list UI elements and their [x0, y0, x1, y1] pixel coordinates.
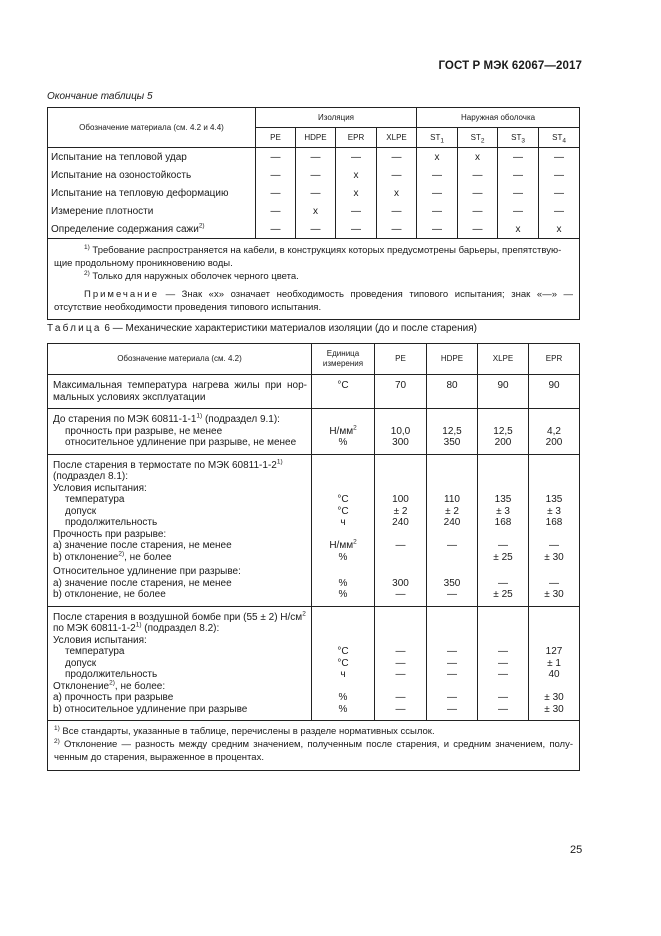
t6-material-header: Обозначение материала (см. 4.2): [48, 344, 312, 375]
material-header: Обозначение материала (см. 4.2 и 4.4): [48, 108, 256, 148]
col-header-st3: $ST_3$: [498, 128, 539, 148]
t6-col-epr: EPR: [529, 344, 580, 375]
table5-footnotes: [48, 239, 580, 320]
document-standard-header: ГОСТ Р МЭК 62067—2017: [438, 60, 582, 72]
page-number: 25: [570, 844, 583, 856]
table6-caption: Таблица 6 — Механические характеристики материалов изоляции (до и после старения): [47, 323, 477, 334]
col-header-pe: PE: [256, 128, 296, 148]
col-header-st1: $ST_1$: [417, 128, 458, 148]
table-row: Определение содержания сажи$^{2)}$ — — — — — — x x: [48, 220, 580, 239]
col-header-st2: $ST_2$: [458, 128, 498, 148]
col-header-hdpe: HDPE: [296, 128, 336, 148]
table5: [47, 107, 580, 320]
table-row: Измерение плотности — x — — — — — —: [48, 202, 580, 220]
t6-col-hdpe: HDPE: [427, 344, 478, 375]
col-header-st4: $ST_4$: [539, 128, 580, 148]
t6-col-pe: PE: [375, 344, 427, 375]
footnote-1: $^{1)}$ Требование распространяется на кабели, в конструкциях которых предусмотрены барьеры, препятствую-щие продольному проникновению воды.: [54, 243, 562, 269]
footnote-2: $^{2)}$ Отклонение — разность между средним значением, полученным после старения, и средним значением, полу-ченным до старения, выраженное в процентах.: [54, 737, 573, 763]
col-header-xlpe: XLPE: [377, 128, 417, 148]
t6-unit-header: Единица измерения: [312, 344, 375, 375]
col-header-epr: EPR: [336, 128, 377, 148]
table-row: После старения в термостате по МЭК 60811-1-2$^{1)}$ (подраздел 8.1): Условия испытания: температура допуск продолжительность Прочность при разрыве: a) значение после старения, не менее b) отклонение$^{2)}$, не более Относительное удлинение при разрыве: a) значение после старения, не менее b) отклонение, не более °C °C ч $Н/мм^2$ % % % 100 ± 2 240 — 300 — 110 ± 2 240 — 350 — 135 ± 3 168 — ± 25 — ± 25 135 ± 3 168 — ± 30 — ± 30: [48, 454, 580, 606]
table-row: Испытание на тепловую деформацию — — x x — — — —: [48, 184, 580, 202]
table6-footnotes: [48, 721, 580, 771]
table-row: Максимальная температура нагрева жилы при нор-мальных условиях эксплуатации °C 70 80 90 90: [48, 375, 580, 409]
table-row: Испытание на тепловой удар — — — — x x — —: [48, 148, 580, 167]
t6-col-xlpe: XLPE: [478, 344, 529, 375]
footnote-2: $^{2)}$ Только для наружных оболочек черного цвета.: [84, 269, 299, 282]
table6: [47, 343, 580, 771]
group-insulation-header: Изоляция: [256, 108, 417, 128]
table5-note: Примечание — Знак «x» означает необходимость проведения типового испытания; знак «—» — отсутствие необходимости проведения типового испытания.: [54, 289, 574, 314]
group-sheath-header: Наружная оболочка: [417, 108, 580, 128]
footnote-1: $^{1)}$ Все стандарты, указанные в таблице, перечислены в разделе нормативных ссылок.: [54, 724, 435, 737]
table-row: После старения в воздушной бомбе при (55 ± 2) $Н/см^2$ по МЭК 60811-1-2$^{1)}$ (подраздел 8.2): Условия испытания: температура допуск продолжительность Отклонение$^{2)}$, не более: a) прочность при разрыве b) относительное удлинение при разрыве °C °C ч % % — — — — — — — — — — — — — — — 127 ± 1 40 ± 30 ± 30: [48, 606, 580, 721]
table5-continuation-caption: Окончание таблицы 5: [47, 91, 153, 102]
table-row: До старения по МЭК 60811-1-1$^{1)}$ (подраздел 9.1): прочность при разрыве, не менее относительное удлинение при разрыве, не менее $Н/мм^2$ % 10,0 300 12,5 350 12,5 200 4,2 200: [48, 409, 580, 455]
table-row: Испытание на озоностойкость — — x — — — — —: [48, 166, 580, 184]
